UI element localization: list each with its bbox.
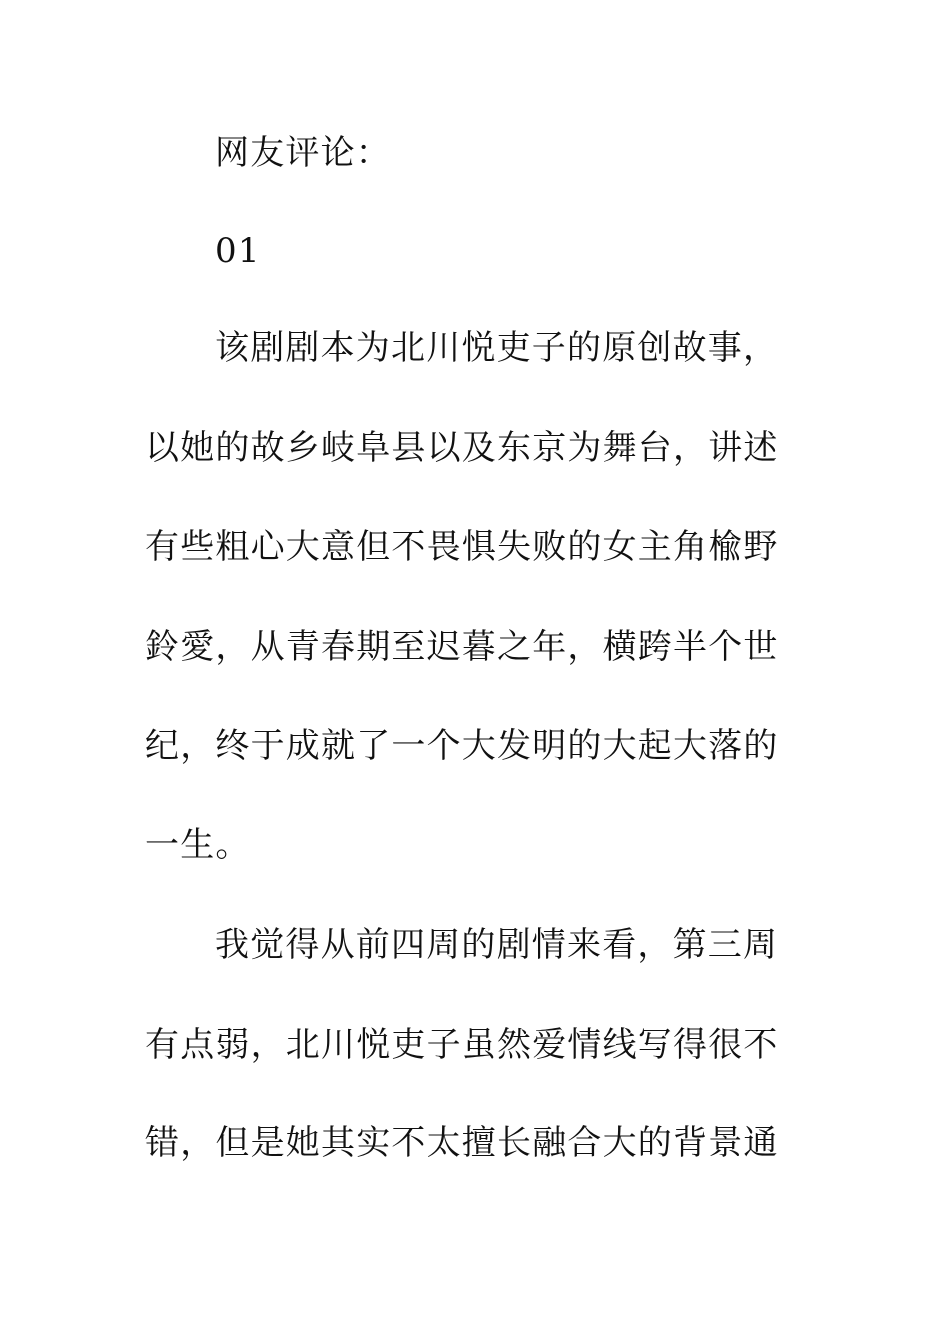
paragraph-line: 错，但是她其实不太擅长融合大的背景通 bbox=[145, 1123, 779, 1163]
paragraph-line: 一生。 bbox=[145, 825, 251, 865]
paragraph-line: 该剧剧本为北川悦吏子的原创故事， bbox=[215, 328, 779, 368]
paragraph-line: 有些粗心大意但不畏惧失败的女主角楡野 bbox=[145, 527, 779, 567]
paragraph-line: 鈴愛，从青春期至迟暮之年，横跨半个世 bbox=[145, 627, 779, 667]
paragraph-line: 纪，终于成就了一个大发明的大起大落的 bbox=[145, 726, 779, 766]
paragraph-line: 我觉得从前四周的剧情来看，第三周 bbox=[215, 925, 779, 965]
comments-heading: 网友评论： bbox=[215, 133, 391, 173]
paragraph-line: 有点弱，北川悦吏子虽然爱情线写得很不 bbox=[145, 1025, 779, 1065]
paragraph-line: 以她的故乡岐阜县以及东京为舞台，讲述 bbox=[145, 428, 779, 468]
section-number: 01 bbox=[215, 231, 261, 271]
